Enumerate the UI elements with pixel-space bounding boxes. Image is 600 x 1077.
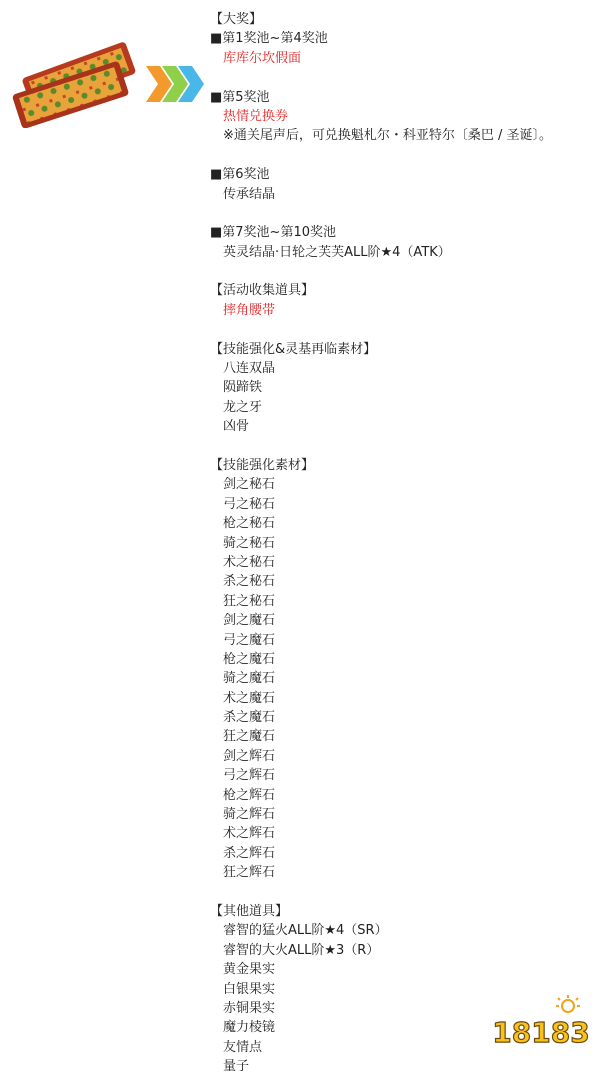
section-header: ■第6奖池 (210, 167, 270, 183)
section-header: 【活动收集道具】 (210, 283, 315, 299)
list-item: 骑之魔石 (223, 671, 276, 687)
list-item: 传承结晶 (223, 186, 276, 202)
section-gap (210, 68, 590, 87)
list-item: 弓之秘石 (223, 496, 276, 512)
list-item: 剑之魔石 (223, 613, 276, 629)
section-gap (210, 204, 590, 223)
section-gap (210, 437, 590, 456)
section-header: ■第5奖池 (210, 89, 270, 105)
list-item: 枪之魔石 (223, 651, 276, 667)
section-header: 【技能强化素材】 (210, 457, 315, 473)
section-header: ■第7奖池~第10奖池 (210, 225, 336, 241)
list-item: 杀之辉石 (223, 845, 276, 861)
list-item: 剑之秘石 (223, 477, 276, 493)
list-item: 睿智的猛火ALL阶★4（SR） (223, 923, 388, 939)
list-item: 睿智的大火ALL阶★3（R） (223, 942, 380, 958)
list-item: 枪之辉石 (223, 787, 276, 803)
section-header: 【技能强化&灵基再临素材】 (210, 341, 377, 357)
list-item: 弓之魔石 (223, 632, 276, 648)
list-item: 八连双晶 (223, 361, 276, 377)
list-item: 弓之辉石 (223, 768, 276, 784)
list-item: 英灵结晶·日轮之芙芙ALL阶★4（ATK） (223, 244, 451, 260)
list-item: 凶骨 (223, 419, 250, 435)
list-item: 剑之辉石 (223, 748, 276, 764)
wrestling-belt-item-icon (8, 38, 208, 128)
list-item: 友情点 (223, 1039, 263, 1055)
list-item: 骑之秘石 (223, 535, 276, 551)
section-header: 【其他道具】 (210, 903, 289, 919)
list-item: 魔力棱镜 (223, 1020, 276, 1036)
section-header: 【大奖】 (210, 12, 263, 27)
list-item: 黄金果实 (223, 962, 276, 978)
list-item: 赤铜果实 (223, 1000, 276, 1016)
list-item: 龙之牙 (223, 399, 263, 415)
highlight-item: 摔角腰带 (223, 302, 276, 318)
list-item: 狂之秘石 (223, 593, 276, 609)
triple-arrow-icon (146, 66, 204, 102)
list-item: 术之辉石 (223, 826, 276, 842)
list-item: 杀之魔石 (223, 710, 276, 726)
highlight-item: 库库尔坎假面 (223, 50, 302, 66)
section-gap (210, 146, 590, 165)
list-item: ※通关尾声后，可兑换魁札尔・科亚特尔〔桑巴 / 圣诞〕。 (223, 128, 553, 144)
list-item: 杀之秘石 (223, 574, 276, 590)
list-item: 白银果实 (223, 981, 276, 997)
list-item: 骑之辉石 (223, 807, 276, 823)
section-header: ■第1奖池~第4奖池 (210, 31, 328, 47)
list-item: 术之秘石 (223, 554, 276, 570)
logo-text: 18183 (492, 1016, 590, 1049)
highlight-item: 热情兑换券 (223, 108, 289, 124)
section-gap (210, 262, 590, 281)
site-logo-icon (492, 994, 590, 1052)
list-item: 狂之魔石 (223, 729, 276, 745)
list-item: 枪之秘石 (223, 516, 276, 532)
list-item: 狂之辉石 (223, 865, 276, 881)
reward-list (210, 10, 590, 1076)
list-item: 陨蹄铁 (223, 380, 263, 396)
list-item: 术之魔石 (223, 690, 276, 706)
section-gap (210, 883, 590, 902)
list-item: 量子 (223, 1059, 250, 1075)
section-gap (210, 320, 590, 339)
